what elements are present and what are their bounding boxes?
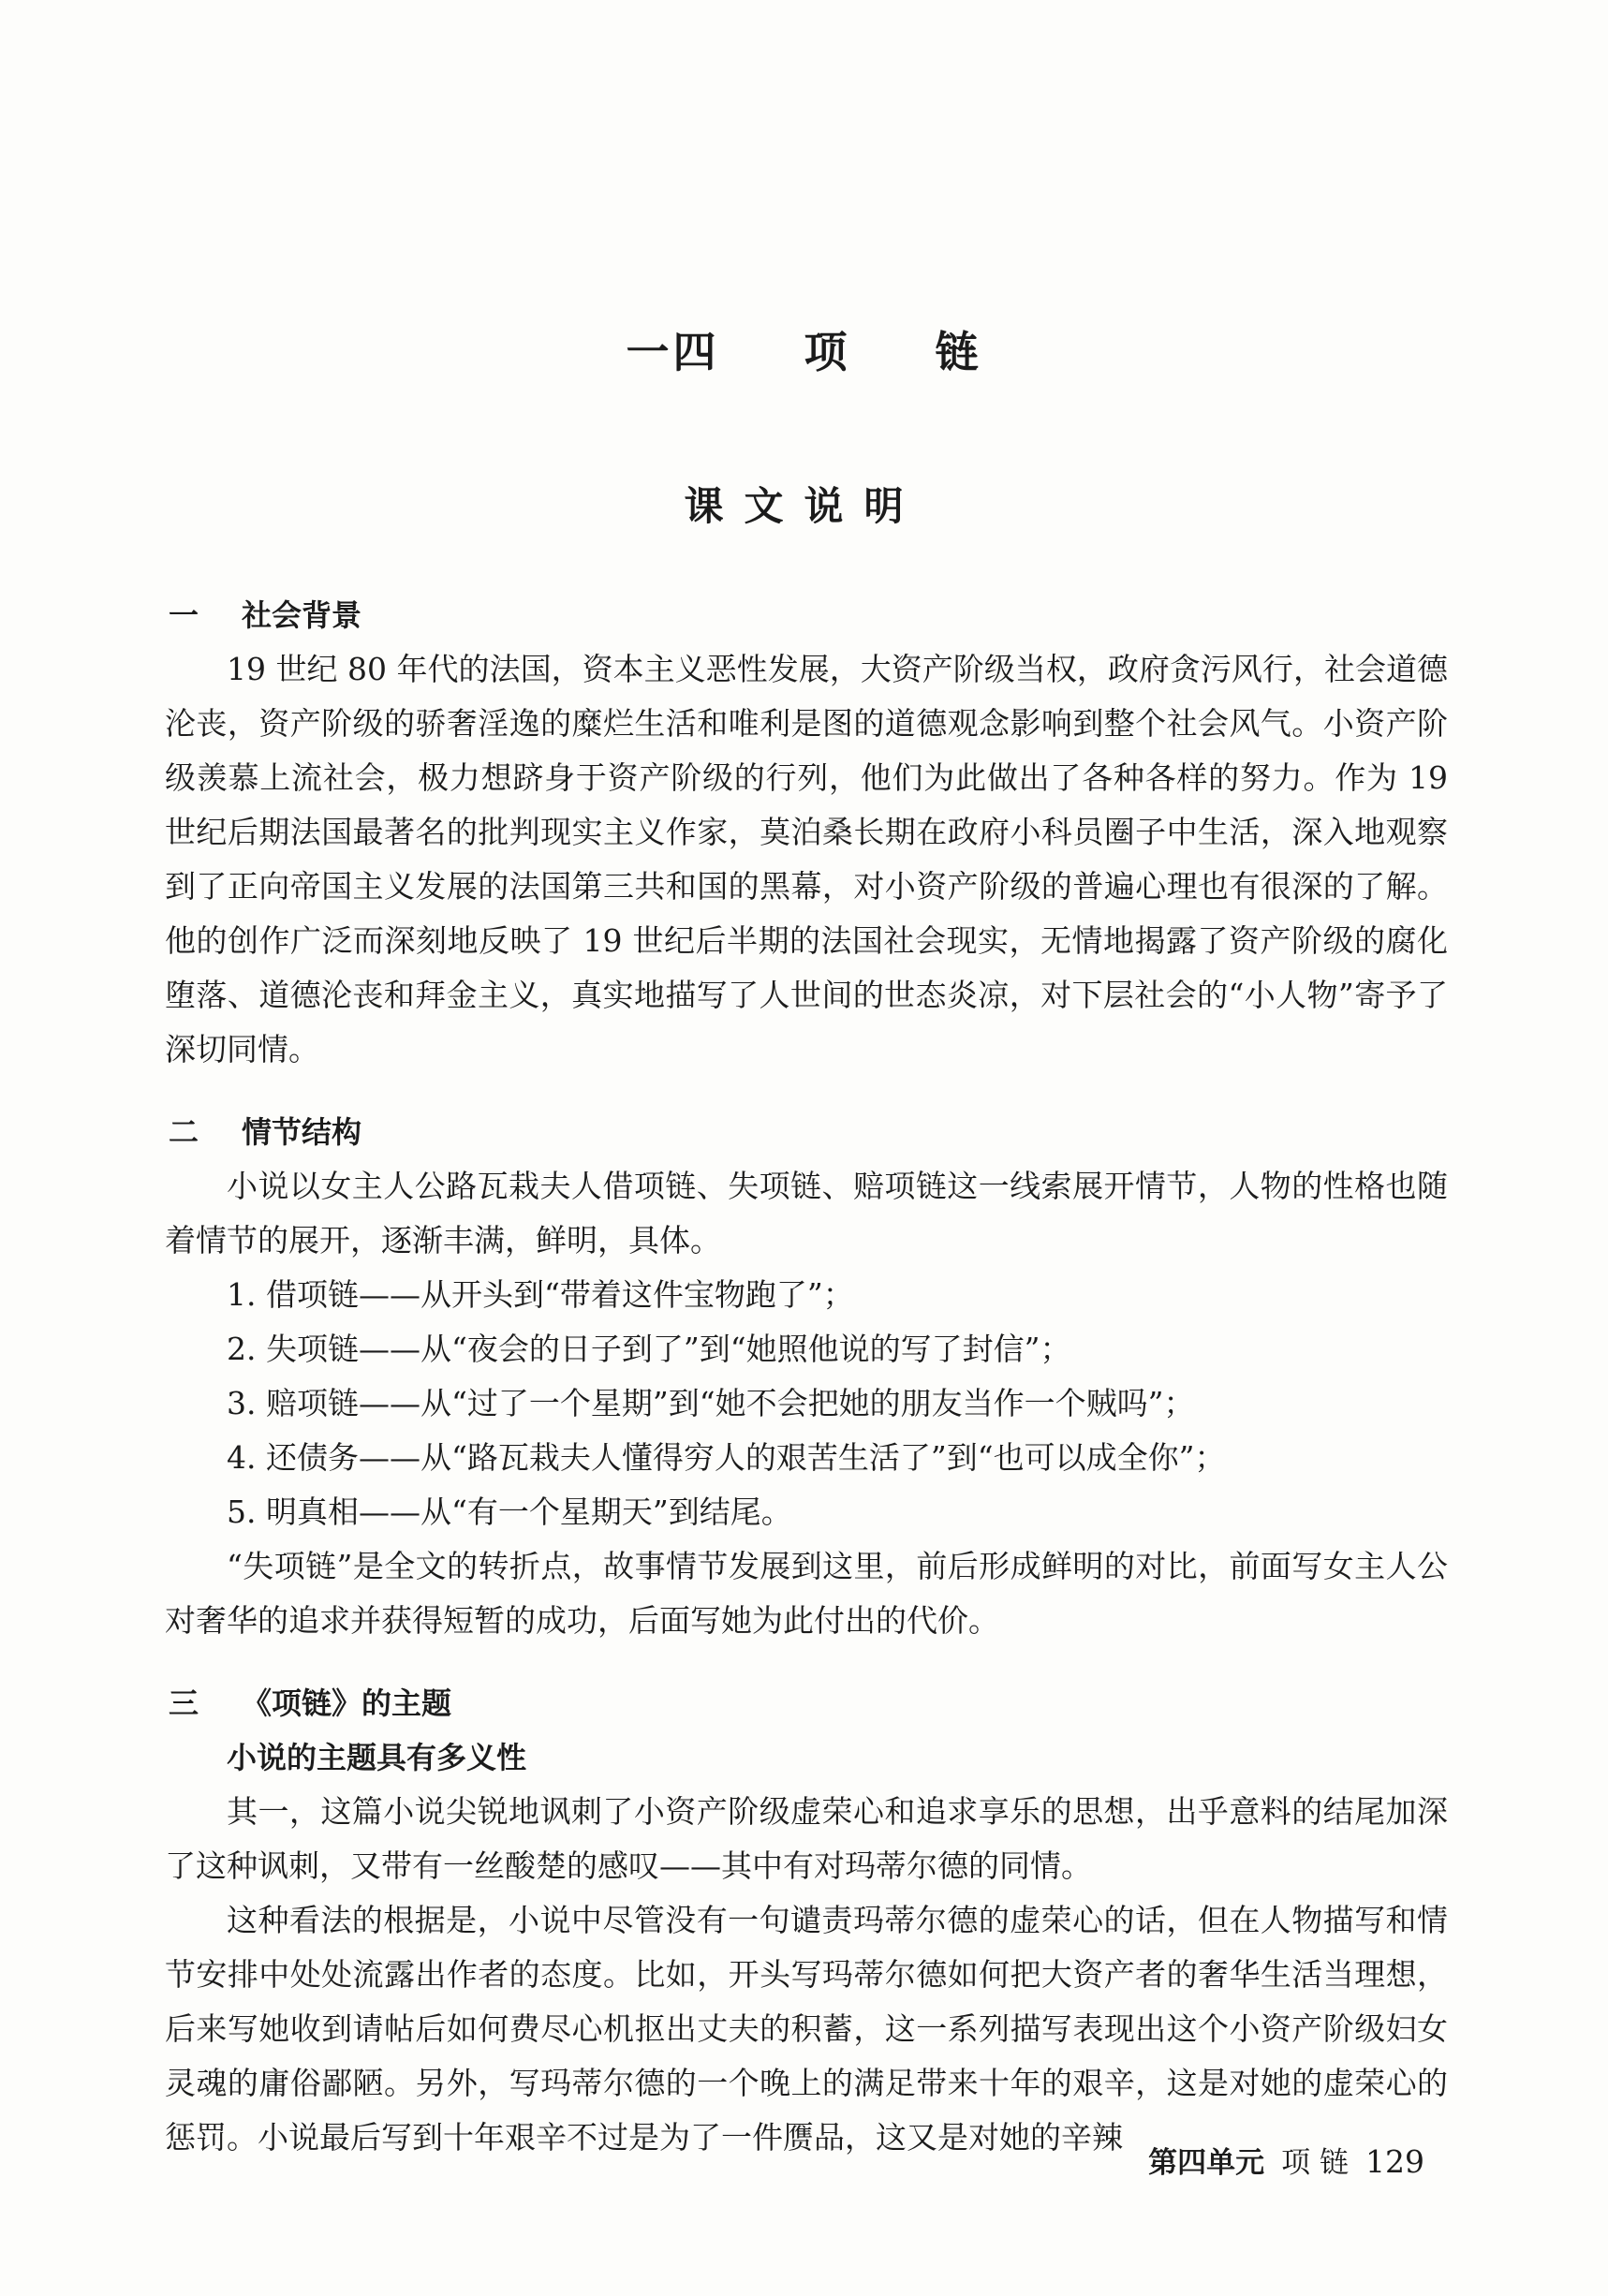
- paragraph-theme-1: 其一，这篇小说尖锐地讽刺了小资产阶级虚荣心和追求享乐的思想，出乎意料的结尾加深了这种讽刺，又带有一丝酸楚的感叹——其中有对玛蒂尔德的同情。: [165, 1793, 1448, 1884]
- heading-number: 三: [169, 1685, 199, 1721]
- article-body: [165, 588, 1448, 2165]
- heading-text: 情节结构: [242, 1114, 362, 1150]
- chapter-title-char-2: 链: [935, 327, 982, 377]
- heading-plot-structure: [165, 1105, 1448, 1159]
- heading-number: 一: [169, 597, 199, 633]
- subheading-theme: 小说的主题具有多义性: [227, 1740, 527, 1775]
- chapter-title: [0, 318, 1608, 380]
- paragraph-plot-intro: 小说以女主人公路瓦栽夫人借项链、失项链、赔项链这一线索展开情节，人物的性格也随着情节的展开，逐渐丰满，鲜明，具体。: [165, 1168, 1448, 1258]
- paragraph-social-background: 19 世纪 80 年代的法国，资本主义恶性发展，大资产阶级当权，政府贪污风行，社会道德沦丧，资产阶级的骄奢淫逸的糜烂生活和唯利是图的道德观念影响到整个社会风气。小资产阶级羡慕上流社会，极力想跻身于资产阶级的行列，他们为此做出了各种各样的努力。作为 19 世纪后期法国最著名的批判现实主义作家，莫泊桑长期在政府小科员圈子中生活，深入地观察到了正向帝国主义发展的法国第三共和国的黑幕，对小资产阶级的普遍心理也有很深的了解。他的创作广泛而深刻地反映了 19 世纪后半期的法国社会现实，无情地揭露了资产阶级的腐化堕落、道德沦丧和拜金主义，真实地描写了人世间的世态炎凉，对下层社会的“小人物”寄予了深切同情。: [165, 651, 1448, 1067]
- section-title: 课文说明: [684, 483, 924, 529]
- list-item: 2. 失项链——从“夜会的日子到了”到“她照他说的写了封信”；: [227, 1331, 1071, 1367]
- heading-text: 社会背景: [242, 597, 362, 633]
- list-item: 4. 还债务——从“路瓦栽夫人懂得穷人的艰苦生活了”到“也可以成全你”；: [227, 1439, 1226, 1476]
- chapter-title-char-1: 项: [804, 327, 851, 377]
- heading-number: 二: [169, 1114, 199, 1150]
- heading-theme: [165, 1676, 1448, 1730]
- list-item: 5. 明真相——从“有一个星期天”到结尾。: [227, 1494, 792, 1530]
- heading-text: 《项链》的主题: [242, 1685, 452, 1721]
- page-footer: [1148, 2139, 1424, 2181]
- list-item: 3. 赔项链——从“过了一个星期”到“她不会把她的朋友当作一个贼吗”；: [227, 1385, 1195, 1421]
- paragraph-turning-point: “失项链”是全文的转折点，故事情节发展到这里，前后形成鲜明的对比，前面写女主人公对奢华的追求并获得短暂的成功，后面写她为此付出的代价。: [165, 1548, 1448, 1639]
- footer-lesson: 项 链: [1281, 2146, 1349, 2180]
- footer-unit: 第四单元: [1148, 2146, 1265, 2180]
- heading-social-background: [165, 588, 1448, 642]
- list-item: 1. 借项链——从开头到“带着这件宝物跑了”；: [227, 1276, 854, 1313]
- paragraph-theme-2: 这种看法的根据是，小说中尽管没有一句谴责玛蒂尔德的虚荣心的话，但在人物描写和情节安排中处处流露出作者的态度。比如，开头写玛蒂尔德如何把大资产者的奢华生活当理想，后来写她收到请帖后如何费尽心机抠出丈夫的积蓄，这一系列描写表现出这个小资产阶级妇女灵魂的庸俗鄙陋。另外，写玛蒂尔德的一个晚上的满足带来十年的艰辛，这是对她的虚荣心的惩罚。小说最后写到十年艰辛不过是为了一件赝品，这又是对她的辛辣: [165, 1902, 1448, 2156]
- page-number: 129: [1365, 2143, 1424, 2180]
- chapter-number: 一四: [626, 327, 720, 377]
